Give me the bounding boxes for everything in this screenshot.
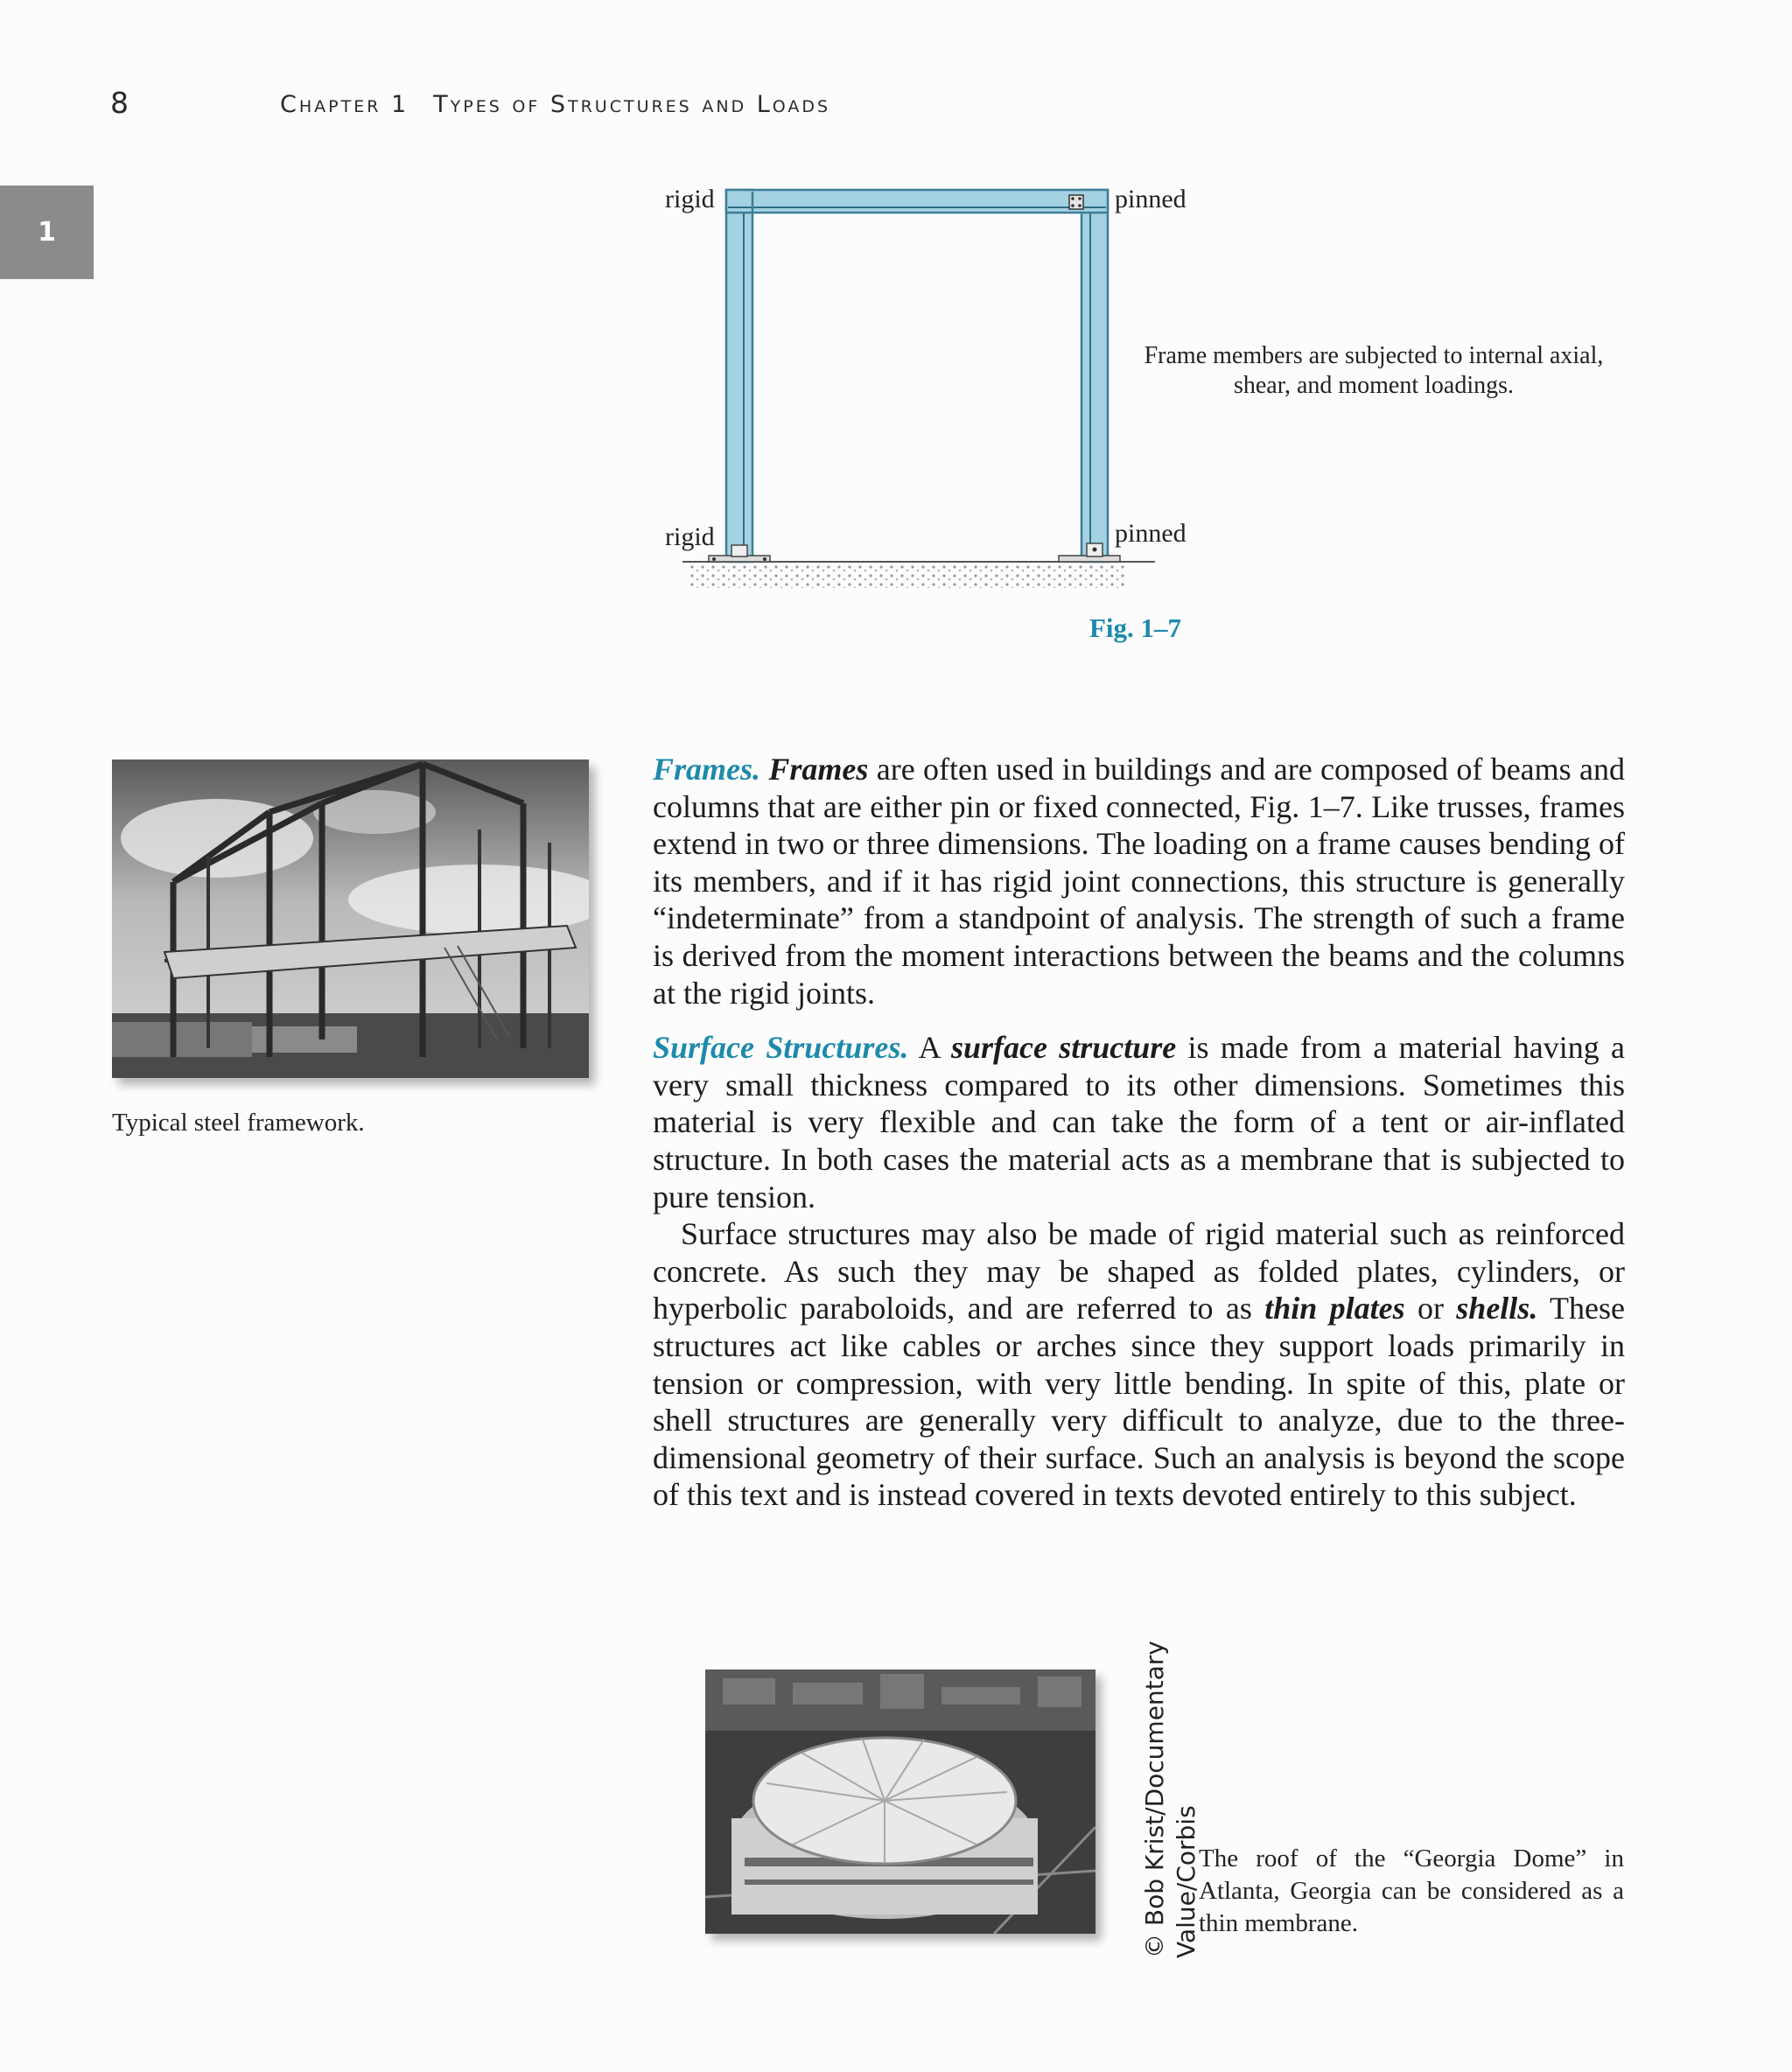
ground-gravel [688,562,1125,588]
surface-p2-c: These structures act like cables or arches since they support loads primarily in tension or compression, with very little bending. In spite of this, plate or shell structures are generally very difficult to analyze, due to the three-dimensional geometry of their surface. Such an analysis is beyond the scope of this text and is instead covered in texts devoted entirely to this subject. [653,1291,1625,1513]
right-column [1082,190,1108,562]
georgia-dome-photo [705,1670,1096,1934]
body-text [653,751,1625,1514]
surface-term: surface structure [950,1030,1177,1066]
frame-diagram [648,179,1190,599]
frame-drawing [648,179,1190,599]
anchor-bolt [712,557,716,561]
photo-credit [1139,1641,1202,1958]
label-bottom-right-pinned: pinned [1115,519,1186,548]
photo-credit-line-1: © Bob Krist/Documentary [1140,1641,1169,1958]
rigid-base-bracket [732,545,747,556]
chapter-thumb-tab: 1 [0,186,94,279]
anchor-bolt [763,557,766,561]
pin-bolt [1071,197,1074,200]
surface-p2-a: Surface structures may also be made of rigid material such as reinforced concrete. As such they may be shaped as folded plates, cylinders, or hyperbolic paraboloids, and are referred to as [653,1216,1625,1326]
steel-framework-photo [112,760,589,1078]
left-column [726,190,752,562]
frames-heading: Frames. [653,752,761,787]
frames-paragraph [653,751,1625,1012]
chapter-label: Chapter 1 [280,91,410,118]
photo-credit-line-2: Value/Corbis [1172,1805,1200,1958]
surface-p2-b: or [1404,1291,1457,1326]
surface-lead: A [908,1030,951,1066]
surface-text: is made from a material having a very small thickness compared to its other dimensions. Sometimes this material is very flexible and can take the form of a tent or air-inflated structure. In both cases the material acts as a membrane that is subjected to pure tension. [653,1030,1625,1214]
running-head [280,91,830,118]
label-top-left-rigid: rigid [665,185,715,214]
figure-number: Fig. 1–7 [1089,612,1182,643]
thin-plates-term: thin plates [1264,1291,1405,1326]
surface-heading: Surface Structures. [653,1030,909,1066]
pin-connection-top [1069,195,1083,209]
pin-bolt [1078,204,1082,207]
surface-paragraph-2 [653,1215,1625,1514]
surface-paragraph [653,1029,1625,1215]
label-bottom-left-rigid: rigid [665,522,715,551]
frames-text: are often used in buildings and are composed of beams and columns that are either pin or fixed connected, Fig. 1–7. Like trusses, frames extend in two or three dimensions. The loading on a frame causes bending of its members, and if it has rigid joint connections, this structure is generally “indeterminate” from a standpoint of analysis. The strength of such a frame is derived from the moment interactions between the beams and the columns at the rigid joints. [653,752,1626,1011]
pin-bolt [1078,197,1082,200]
dome-photo-caption: The roof of the “Georgia Dome” in Atlanta, Georgia can be considered as a thin membrane. [1199,1844,1624,1937]
frames-term: Frames [768,752,869,787]
georgia-dome-image [705,1670,1096,1934]
top-beam [726,190,1108,213]
page-number: 8 [110,86,129,120]
pin-bolt [1071,204,1074,207]
steel-framework-image [112,760,589,1078]
steel-photo-caption: Typical steel framework. [112,1109,365,1137]
shells-term: shells. [1456,1291,1538,1326]
figure-caption: Frame members are subjected to internal axial, shear, and moment loadings. [1144,342,1604,399]
chapter-title: Types of Structures and Loads [433,91,831,118]
base-pin [1093,548,1097,552]
label-top-right-pinned: pinned [1115,185,1186,214]
